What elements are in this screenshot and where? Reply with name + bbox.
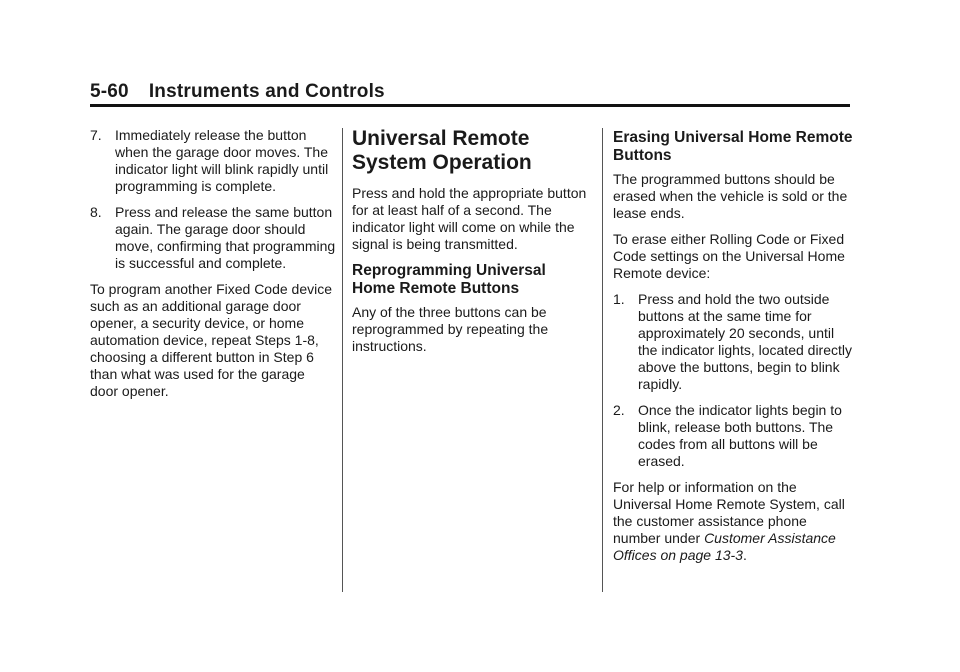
cross-reference-link[interactable]: Customer Assistance Offices on page 13-3 [613, 530, 836, 563]
help-text: For help or information on the Universal Home Remote System, call the customer assistance phone number under [613, 479, 845, 546]
header-rule [90, 104, 850, 107]
list-item [613, 402, 853, 470]
step-text: Immediately release the button when the garage door moves. The indicator light will blink rapidly until programming is complete. [115, 127, 329, 194]
page-number: 5-60 [90, 81, 129, 102]
list-item [613, 291, 853, 393]
list-item [90, 204, 336, 272]
column-3 [613, 127, 853, 573]
step-text: Press and release the same button again. The garage door should move, confirming that programming is successful and complete. [115, 204, 336, 271]
column-2 [352, 127, 592, 364]
subsection-heading: Erasing Universal Home Remote Buttons [613, 129, 853, 164]
column-divider-2 [602, 128, 603, 592]
body-paragraph: The programmed buttons should be erased when the vehicle is sold or the lease ends. [613, 171, 848, 221]
page-header [90, 81, 850, 103]
body-paragraph: To erase either Rolling Code or Fixed Code settings on the Universal Home Remote device: [613, 231, 845, 281]
subsection-heading: Reprogramming Universal Home Remote Buttons [352, 262, 546, 297]
section-heading: Universal Remote System Operation [352, 127, 532, 174]
column-1 [90, 127, 336, 409]
body-paragraph: To program another Fixed Code device such as an additional garage door opener, a security device, or home automation device, repeat Steps 1-8, choosing a different button in Step 6 than what was used for the garage door opener. [90, 281, 333, 399]
step-number: 7. [90, 127, 102, 143]
list-item [90, 127, 336, 195]
column-divider-1 [342, 128, 343, 592]
body-paragraph: Press and hold the appropriate button for at least half of a second. The indicator light will come on while the signal is being transmitted. [352, 185, 587, 252]
section-title: Instruments and Controls [148, 81, 385, 102]
body-paragraph: Any of the three buttons can be reprogrammed by repeating the instructions. [352, 304, 549, 354]
step-number: 8. [90, 204, 102, 220]
body-paragraph [613, 479, 853, 564]
step-number: 2. [613, 402, 625, 418]
step-text: Once the indicator lights begin to blink, release both buttons. The codes from all buttons will be erased. [638, 402, 842, 469]
step-text: Press and hold the two outside buttons at the same time for approximately 20 seconds, until the indicator lights, located directly above the buttons, begin to blink rapidly. [638, 291, 852, 392]
step-number: 1. [613, 291, 625, 307]
sentence-end: . [742, 547, 747, 563]
